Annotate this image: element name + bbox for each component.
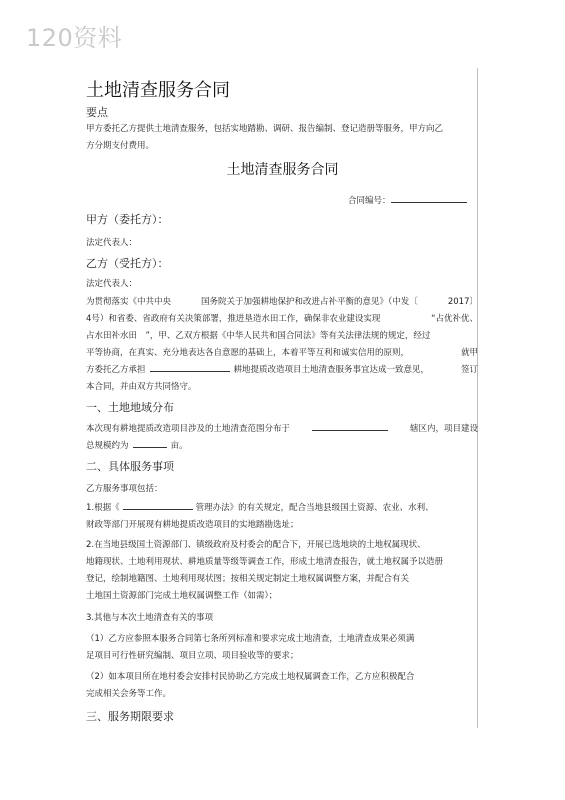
item2-l1: 2.在当地县级国土资源部门、镇级政府及村委会的配合下，开展已选地块的土地权属现状、 <box>86 540 426 550</box>
regulation-blank <box>123 509 193 510</box>
section-1-body <box>86 421 478 455</box>
project-name-blank <box>150 371 230 372</box>
section-1-heading: 一、土地地域分布 <box>86 401 174 414</box>
item1-l1b: 管理办法》的有关规定，配合当地县级国土资源、农业、水利、 <box>195 503 434 513</box>
item1-l1a: 1.根据《 <box>86 503 120 513</box>
service-item-2 <box>86 537 478 605</box>
item2-l4: 土地国土资源部门完成土地权属调整工作（如需）； <box>86 591 278 601</box>
contract-number-blank <box>391 202 467 203</box>
item1-l2: 财政等部门开展现有耕地提质改造项目的实地踏勘选址； <box>86 520 299 530</box>
legal-rep-b: 法定代表人： <box>86 279 138 289</box>
preamble-l4a: 平等协商，在真实、充分地表达各自意愿的基础上，本着平等互利和诚实信用的原则， <box>86 348 410 358</box>
service-item-3-1 <box>86 631 478 665</box>
preamble-l5c: 签订 <box>460 365 478 375</box>
item3-1-l2: 足项目可行性研究编制、项目立项、项目验收等的要求； <box>86 651 299 661</box>
section-2-intro: 乙方服务事项包括： <box>86 484 163 494</box>
preamble-l1c: 2017〕 <box>447 297 478 307</box>
party-b: 乙方（受托方）： <box>86 257 169 270</box>
contract-number <box>348 194 467 206</box>
preamble-l1b: 国务院关于加强耕地保护和改进占补平衡的意见》（中发〔 <box>201 297 418 307</box>
preamble <box>86 294 478 396</box>
item3-2-l2: 完成相关会务等工作。 <box>86 689 172 699</box>
watermark: 120资料 <box>26 24 123 52</box>
area-blank <box>133 447 167 448</box>
item3-2-l1: （2）如本项目所在地村委会安排村民协助乙方完成土地权属调查工作，乙方应积极配合 <box>86 672 415 682</box>
region-blank <box>312 430 388 431</box>
service-item-1 <box>86 500 478 534</box>
item3-1-l1: （1）乙方应参照本服务合同第七条所列标准和要求完成土地清查，土地清查成果必须满 <box>86 634 415 644</box>
contract-number-label: 合同编号： <box>348 196 391 206</box>
item2-l2: 地籍现状、土地利用现状、耕地质量等级等调查工作，形成土地清查报告，就土地权属予以造册 <box>86 557 444 567</box>
party-a: 甲方（委托方）： <box>86 213 169 226</box>
preamble-l5a: 方委托乙方承担 <box>86 365 146 375</box>
preamble-l6: 本合同，并由双方共同恪守。 <box>86 382 197 392</box>
summary-line-1: 甲方委托乙方提供土地清查服务，包括实地踏勘、调研、报告编制、登记造册等服务，甲方向乙 <box>86 124 444 134</box>
contract-title: 土地清查服务合同 <box>226 162 339 178</box>
document-title: 土地清查服务合同 <box>86 80 230 101</box>
preamble-l5b: 耕地提质改造项目土地清查服务事宜达成一致意见， <box>233 365 430 375</box>
preamble-l1a: 为贯彻落实《中共中央 <box>86 297 172 307</box>
sec1-l1a: 本次现有耕地提质改造项目涉及的土地清查范围分布于 <box>86 424 291 434</box>
summary-text <box>86 121 446 155</box>
preamble-l2b: “占优补优、 <box>431 314 478 324</box>
sec1-l2a: 总规模约为 <box>86 441 129 451</box>
preamble-l3: 占水田补水田 ”，甲、乙双方根据《中华人民共和国合同法》等有关法律法规的规定，经过 <box>86 331 431 341</box>
service-item-3-2 <box>86 669 478 703</box>
sec1-l2b: 亩。 <box>170 441 188 451</box>
service-item-3: 3.其他与本次土地清查有关的事项 <box>86 613 214 623</box>
section-2-heading: 二、具体服务事项 <box>86 460 174 473</box>
preamble-l4b: 就甲 <box>460 348 478 358</box>
summary-line-2: 方分期支付费用。 <box>86 141 155 151</box>
preamble-l2a: 4号）和省委、省政府有关决策部署，推进垦造水田工作，确保非农业建设实现 <box>86 314 381 324</box>
section-3-heading: 三、服务期限要求 <box>86 710 174 723</box>
summary-heading: 要点 <box>86 106 108 119</box>
sec1-l1b: 辖区内，项目建设 <box>409 424 478 434</box>
item2-l3: 登记，绘制地籍图、土地利用现状图；按相关规定制定土地权属调整方案，并配合有关 <box>86 574 410 584</box>
legal-rep-a: 法定代表人： <box>86 238 138 248</box>
